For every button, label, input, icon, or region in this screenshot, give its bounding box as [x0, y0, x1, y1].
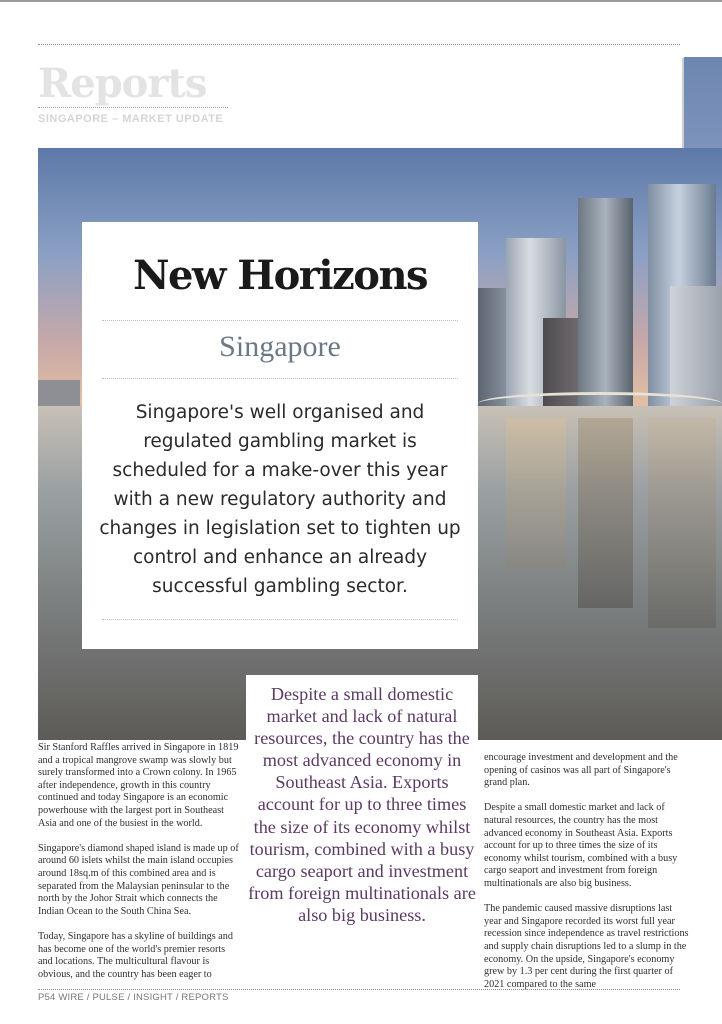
hero-image-top-strip [684, 57, 722, 149]
body-paragraph: encourage investment and development and the opening of casinos was all part of Singapore's grand plan. [484, 752, 678, 789]
footer-divider [38, 989, 680, 990]
body-paragraph: Today, Singapore has a skyline of buildings and has become one of the world's premier resorts and locations. The multicultural flavour is obvious, and the country has been eager to [38, 930, 233, 980]
card-divider [102, 619, 458, 620]
pull-quote [246, 675, 478, 989]
body-paragraph: Singapore's diamond shaped island is made up of around 60 islets whilst the main island occupies around 18sq.m of this combined area and is separated from the Malaysian peninsular to the north by the Johor Strait which connects the Indian Ocean to the South China Sea. [38, 842, 239, 917]
body-column-right [484, 752, 690, 1004]
reflection [648, 418, 716, 628]
skyscraper [670, 286, 722, 406]
card-divider [102, 320, 458, 321]
hero-image-edge [682, 58, 684, 148]
body-column-left [38, 742, 242, 994]
section-title: Reports [38, 60, 207, 107]
section-divider [38, 107, 228, 108]
article-intro: Singapore's well organised and regulated gambling market is scheduled for a make-over this year with a new regulatory authority and changes in legislation set to tighten up control and enhance an already successful gambling sector. [99, 402, 461, 597]
page-footer: P54 WIRE / PULSE / INSIGHT / REPORTS [38, 992, 229, 1003]
reflection [506, 418, 566, 568]
article-subtitle: Singapore [219, 330, 341, 363]
far-shore [38, 380, 80, 406]
page-top-border [0, 0, 722, 2]
skyscraper [578, 198, 633, 406]
pull-quote-text: Despite a small domestic market and lack of natural resources, the country has the most advanced economy in Southeast Asia. Exports account for up to three times the size of its economy whilst tourism, combined with a busy cargo seaport and investment from foreign multinationals are also big business. [248, 684, 476, 925]
reflection [578, 418, 633, 608]
body-paragraph: The pandemic caused massive disruptions last year and Singapore recorded its worst full year recession since independence as travel restrictions and supply chain disruptions led to a slump in the economy. On the upside, Singapore's economy grew by 1.3 per cent during the first quarter of 2021 compared to the same [484, 903, 689, 990]
header-divider [38, 44, 680, 45]
article-title: New Horizons [132, 252, 428, 299]
card-divider [102, 378, 458, 379]
section-subtitle: SINGAPORE – MARKET UPDATE [38, 113, 224, 125]
headline-card [82, 222, 478, 649]
body-paragraph: Sir Stanford Raffles arrived in Singapore in 1819 and a tropical mangrove swamp was slowly but surely transformed into a Crown colony. In 1965 after independence, growth in this country continued and today Singapore is an economic powerhouse with the largest port in Southeast Asia and one of the busiest in the world. [38, 742, 239, 829]
body-paragraph: Despite a small domestic market and lack of natural resources, the country has the most advanced economy in Southeast Asia. Exports account for up to three times the size of its economy whilst tourism, combined with a busy cargo seaport and investment from foreign multinationals are also big business. [484, 802, 678, 889]
